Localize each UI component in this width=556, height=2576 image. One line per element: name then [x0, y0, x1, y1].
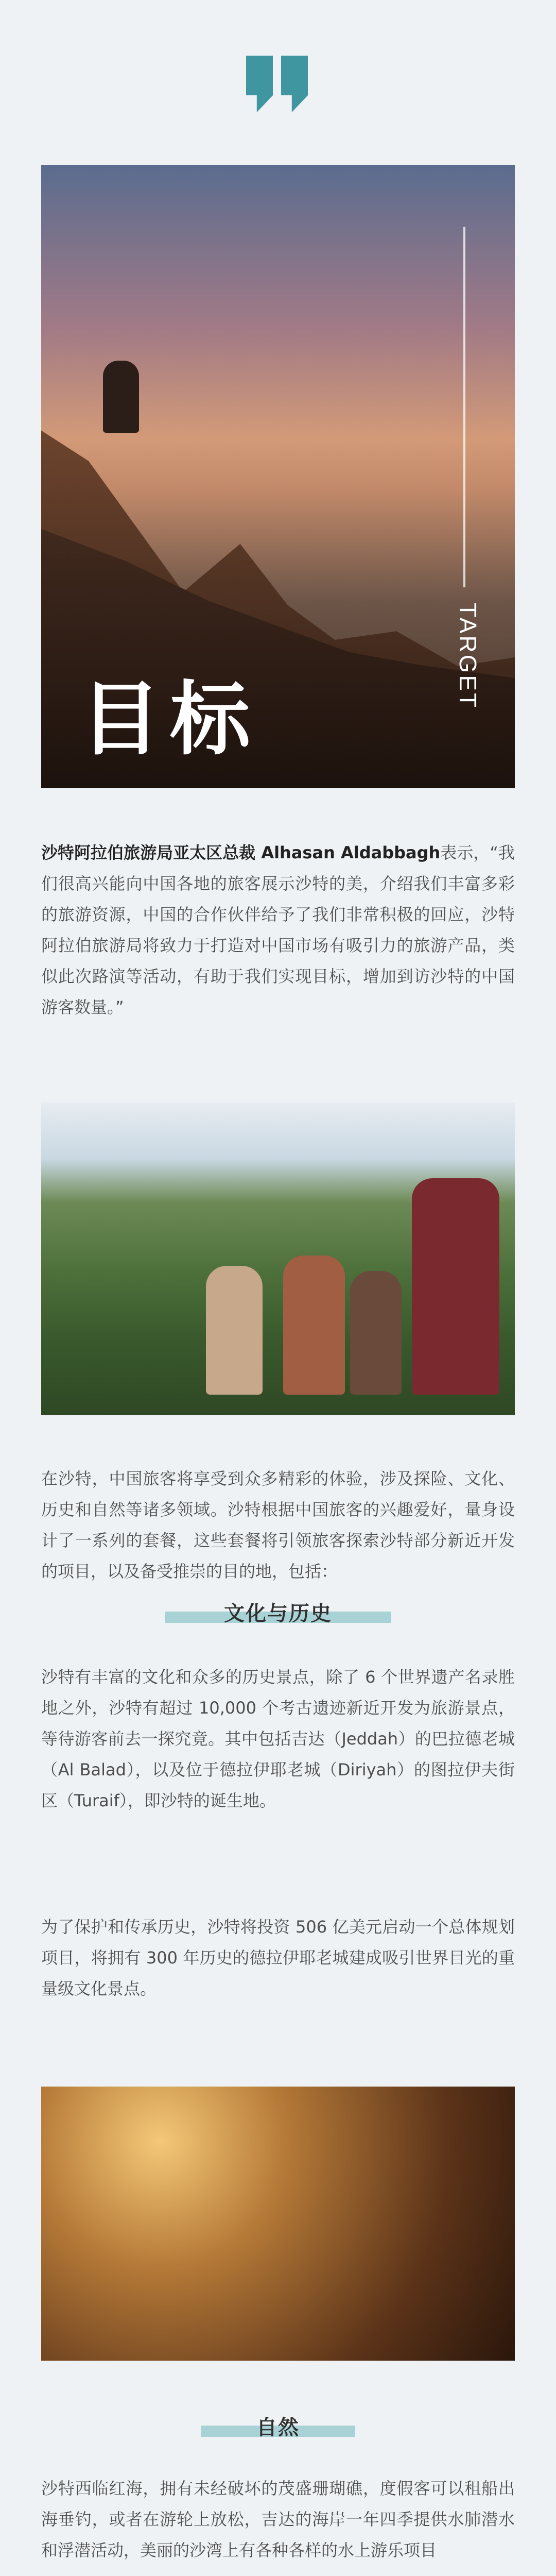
hiker-figure: [103, 361, 139, 433]
culture-paragraph-1: 沙特有丰富的文化和众多的历史景点，除了 6 个世界遗产名录胜地之外，沙特有超过 10,000 个考古遗迹新近开发为旅游景点，等待游客前去一探究竟。其中包括吉达（Jeddah）的巴拉德老城（Al Balad），以及位于德拉伊耶老城（Diriyah）的图拉伊夫街区（Turaif），即沙特的诞生地。: [41, 1667, 515, 1810]
intro-paragraph: [41, 837, 515, 1023]
experiences-paragraph: 在沙特，中国旅客将享受到众多精彩的体验，涉及探险、文化、历史和自然等诸多领域。沙特根据中国旅客的兴趣爱好，量身设计了一系列的套餐，这些套餐将引领旅客探索沙特部分新近开发的项目，以及备受推崇的目的地，包括：: [41, 1469, 515, 1581]
quote-mark-icon: [246, 56, 310, 112]
hero-side-label: TARGET: [455, 603, 481, 710]
nature-paragraph: 沙特西临红海，拥有未经破坏的茂盛珊瑚礁，度假客可以租船出海垂钓，或者在游轮上放松，吉达的海岸一年四季提供水肺潜水和浮潜活动，美丽的沙湾上有各种各样的水上游乐项目: [41, 2479, 515, 2560]
market-photo: [41, 2087, 515, 2361]
hikers-photo: [41, 1103, 515, 1415]
hero-title: 目标: [80, 672, 259, 766]
section-title-nature: 自然: [0, 2411, 556, 2441]
culture-paragraph-2: 为了保护和传承历史，沙特将投资 506 亿美元启动一个总体规划项目，将拥有 300 年历史的德拉伊耶老城建成吸引世界目光的重量级文化景点。: [41, 1917, 515, 1998]
intro-speaker: 沙特阿拉伯旅游局亚太区总裁 Alhasan Aldabbagh: [41, 843, 441, 862]
hero-divider: [463, 227, 465, 587]
intro-quote: 表示，“我们很高兴能向中国各地的旅客展示沙特的美，介绍我们丰富多彩的旅游资源，中国的合作伙伴给予了我们非常积极的回应，沙特阿拉伯旅游局将致力于打造对中国市场有吸引力的旅游产品，类似此次路演等活动，有助于我们实现目标，增加到访沙特的中国游客数量。”: [41, 843, 515, 1017]
hero-image: [41, 165, 515, 788]
section-title-culture: 文化与历史: [0, 1597, 556, 1626]
